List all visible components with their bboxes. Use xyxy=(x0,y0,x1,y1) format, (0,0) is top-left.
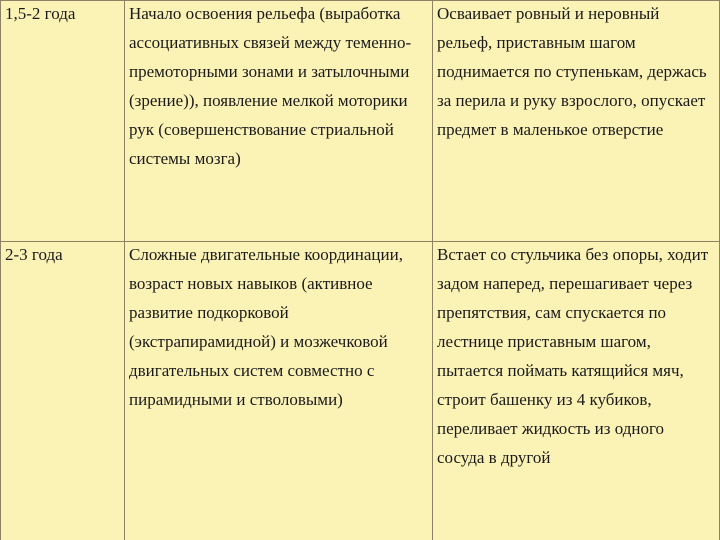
skills-cell xyxy=(433,242,720,540)
age-cell xyxy=(1,242,125,540)
skills-text: Встает со стульчика без опоры, ходит задом наперед, перешагивает через препятствия, сам спускается по лестнице приставным шагом, пытается поймать катящийся мяч, строит башенку из 4 кубиков, переливает жидкость из одного сосуда в другой xyxy=(437,245,709,467)
age-text: 1,5-2 года xyxy=(5,4,76,23)
skills-cell xyxy=(433,1,720,242)
age-text: 2-3 года xyxy=(5,245,63,264)
development-cell xyxy=(125,1,433,242)
development-cell xyxy=(125,242,433,540)
table-row xyxy=(1,242,720,540)
skills-text: Осваивает ровный и неровный рельеф, приставным шагом поднимается по ступенькам, держась за перила и руку взрослого, опускает предмет в маленькое отверстие xyxy=(437,4,707,139)
table-row xyxy=(1,1,720,242)
age-cell xyxy=(1,1,125,242)
development-text: Сложные двигательные координации, возраст новых навыков (активное развитие подкорковой (экстрапирамидной) и мозжечковой двигательных систем совместно с пирамидными и стволовыми) xyxy=(129,245,403,409)
development-text: Начало освоения рельефа (выработка ассоциативных связей между теменно-премоторными зонами и затылочными (зрение)), появление мелкой моторики рук (совершенствование стриальной системы мозга) xyxy=(129,4,412,168)
